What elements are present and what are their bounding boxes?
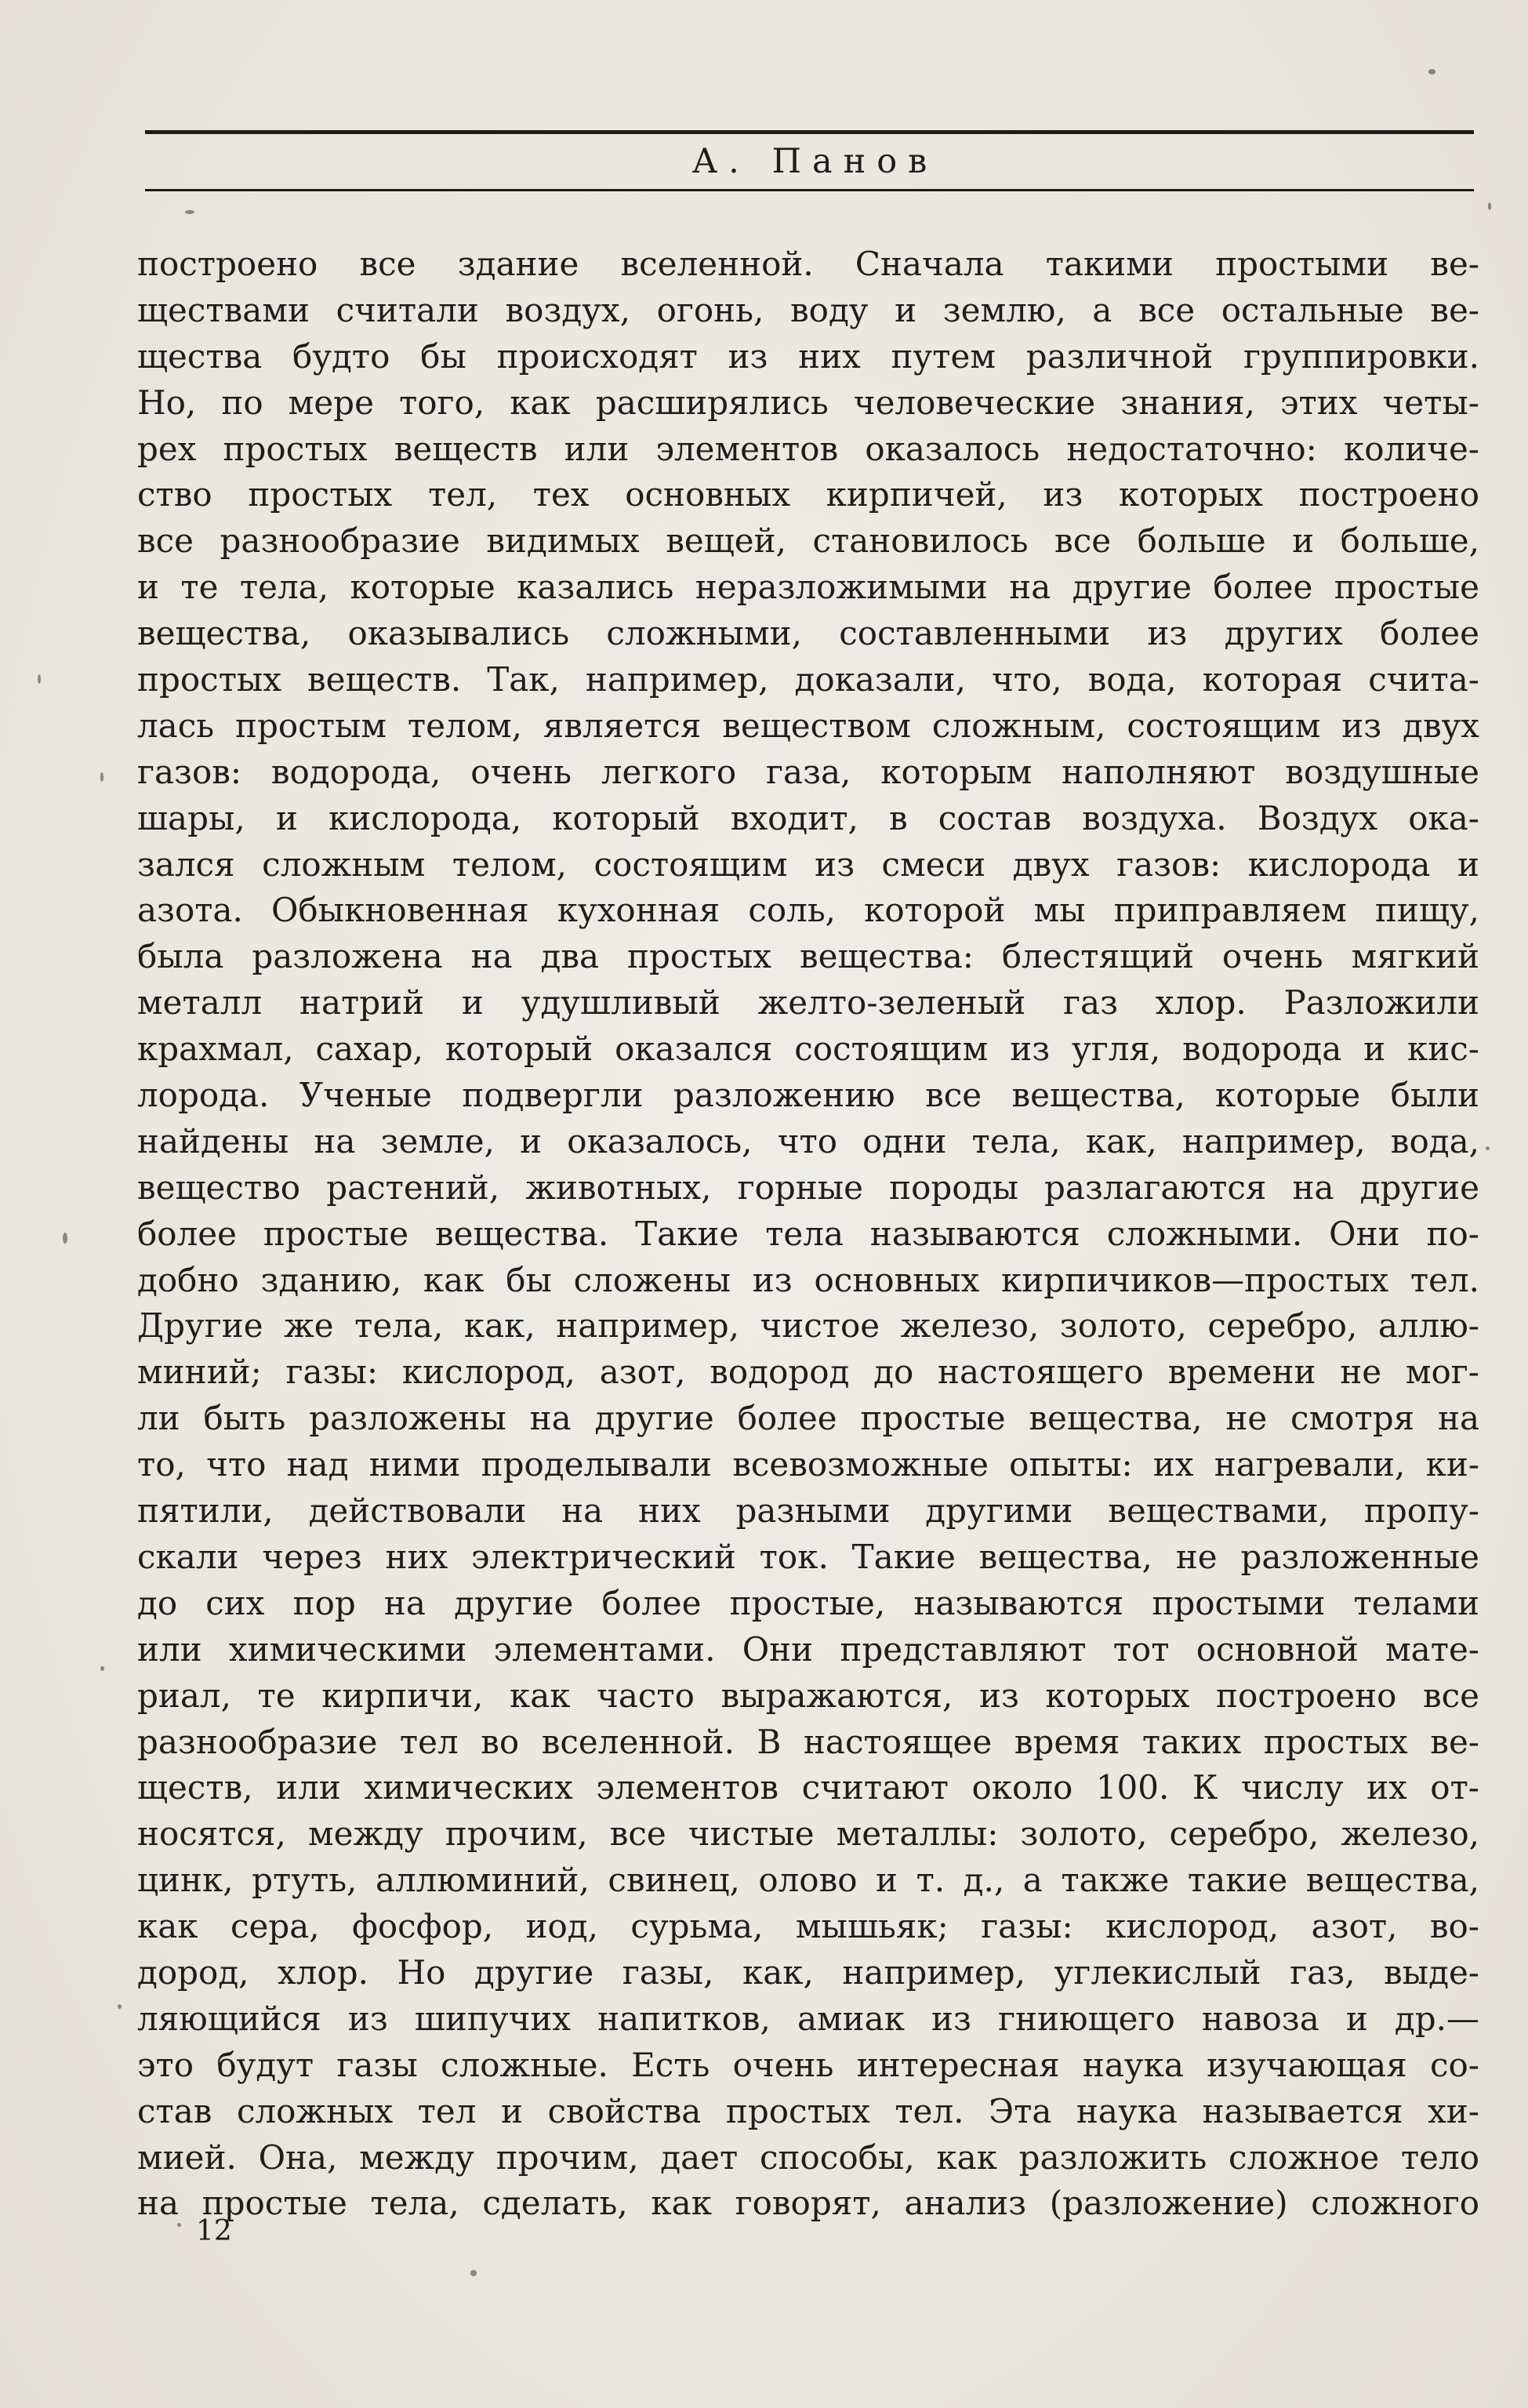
- text-line: и те тела, которые казались неразложимыми на другие более простые: [137, 568, 1479, 607]
- text-line: это будут газы сложные. Есть очень интересная наука изучающая со-: [137, 2045, 1479, 2084]
- text-line: рех простых веществ или элементов оказалось недостаточно: количе-: [137, 429, 1479, 468]
- text-line: или химическими элементами. Они представляют тот основной мате-: [137, 1629, 1479, 1669]
- text-line: лась простым телом, является веществом сложным, состоящим из двух: [137, 706, 1479, 745]
- text-line: на простые тела, сделать, как говорят, анализ (разложение) сложного: [137, 2184, 1479, 2223]
- text-line: найдены на земле, и оказалось, что одни тела, как, например, вода,: [137, 1121, 1479, 1160]
- text-line: до сих пор на другие более простые, называются простыми телами: [137, 1583, 1479, 1622]
- text-line: вещества, оказывались сложными, составленными из других более: [137, 614, 1479, 653]
- text-line: более простые вещества. Такие тела называются сложными. Они по-: [137, 1214, 1479, 1253]
- text-line: Другие же тела, как, например, чистое железо, золото, серебро, аллю-: [137, 1306, 1479, 1346]
- text-line: крахмал, сахар, который оказался состоящим из угля, водорода и кис-: [137, 1030, 1479, 1069]
- print-speck: [1486, 1146, 1490, 1150]
- text-line: Но, по мере того, как расширялись человеческие знания, этих четы-: [137, 383, 1479, 422]
- text-line: риал, те кирпичи, как часто выражаются, из которых построено все: [137, 1676, 1479, 1715]
- text-line: став сложных тел и свойства простых тел. Эта наука называется хи-: [137, 2091, 1479, 2130]
- header-rule-bottom: [145, 189, 1474, 191]
- text-line: как сера, фосфор, иод, сурьма, мышьяк; газы: кислород, азот, во-: [137, 1907, 1479, 1946]
- text-line: ществами считали воздух, огонь, воду и землю, а все остальные ве-: [137, 290, 1479, 329]
- text-line: ляющийся из шипучих напитков, амиак из гниющего навоза и др.—: [137, 1999, 1479, 2038]
- text-line: мией. Она, между прочим, дает способы, как разложить сложное тело: [137, 2137, 1479, 2177]
- print-speck: [185, 210, 194, 214]
- print-speck: [470, 2270, 477, 2276]
- text-line: миний; газы: кислород, азот, водород до настоящего времени не мог-: [137, 1353, 1479, 1392]
- text-line: построено все здание вселенной. Сначала такими простыми ве-: [137, 245, 1479, 283]
- text-line: ли быть разложены на другие более простые вещества, не смотря на: [137, 1399, 1479, 1438]
- print-speck: [1428, 69, 1435, 74]
- body-text: [137, 242, 1479, 2227]
- text-line: щества будто бы происходят из них путем различной группировки.: [137, 336, 1479, 376]
- text-line: разнообразие тел во вселенной. В настоящее время таких простых ве-: [137, 1722, 1479, 1761]
- print-speck: [38, 674, 41, 684]
- text-line: вещество растений, животных, горные породы разлагаются на другие: [137, 1168, 1479, 1207]
- running-title: А. Панов: [691, 142, 938, 181]
- print-speck: [100, 1666, 104, 1671]
- print-speck: [118, 2004, 122, 2009]
- text-line: газов: водорода, очень легкого газа, которым наполняют воздушные: [137, 752, 1479, 791]
- text-line: добно зданию, как бы сложены из основных кирпичиков—простых тел.: [137, 1260, 1479, 1299]
- print-speck: [177, 2223, 181, 2227]
- text-line: ществ, или химических элементов считают около 100. К числу их от-: [137, 1768, 1479, 1807]
- text-line: дород, хлор. Но другие газы, как, например, углекислый газ, выде-: [137, 1952, 1479, 1992]
- page-number: 12: [196, 2215, 232, 2247]
- text-line: ство простых тел, тех основных кирпичей, из которых построено: [137, 475, 1479, 514]
- page-header: [145, 130, 1474, 191]
- print-speck: [63, 1233, 67, 1244]
- text-line: носятся, между прочим, все чистые металлы: золото, серебро, железо,: [137, 1814, 1479, 1854]
- text-line: зался сложным телом, состоящим из смеси двух газов: кислорода и: [137, 844, 1479, 884]
- print-speck: [100, 772, 103, 782]
- text-line: скали через них электрический ток. Такие вещества, не разложенные: [137, 1537, 1479, 1576]
- text-line: шары, и кислорода, который входит, в состав воздуха. Воздух ока-: [137, 798, 1479, 837]
- text-line: пятили, действовали на них разными другими веществами, пропу-: [137, 1491, 1479, 1531]
- text-line: все разнообразие видимых вещей, становилось все больше и больше,: [137, 521, 1479, 561]
- text-line: металл натрий и удушливый желто-зеленый газ хлор. Разложили: [137, 983, 1479, 1022]
- text-line: то, что над ними проделывали всевозможные опыты: их нагревали, ки-: [137, 1445, 1479, 1484]
- text-line: азота. Обыкновенная кухонная соль, которой мы приправляем пищу,: [137, 891, 1479, 930]
- text-line: лорода. Ученые подвергли разложению все вещества, которые были: [137, 1076, 1479, 1115]
- print-speck: [1488, 202, 1491, 210]
- text-line: была разложена на два простых вещества: блестящий очень мягкий: [137, 937, 1479, 976]
- text-line: цинк, ртуть, аллюминий, свинец, олово и т. д., а также такие вещества,: [137, 1861, 1479, 1900]
- text-line: простых веществ. Так, например, доказали, что, вода, которая счита-: [137, 660, 1479, 699]
